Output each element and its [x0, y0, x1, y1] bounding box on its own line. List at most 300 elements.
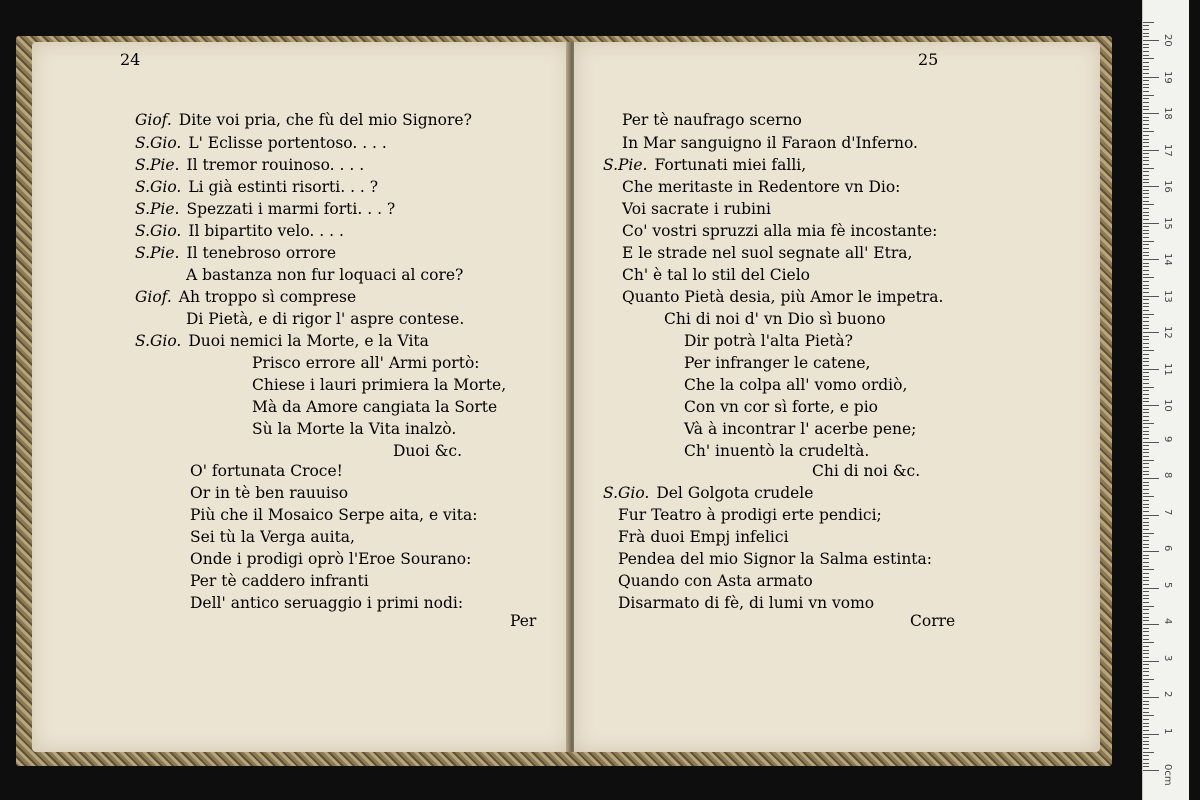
line-text: Li già estinti risorti. . . ?	[188, 178, 379, 196]
ruler-tick	[1143, 412, 1149, 413]
ruler-number: 7	[1162, 508, 1173, 515]
ruler-tick	[1143, 522, 1149, 523]
ruler-tick	[1143, 95, 1154, 96]
ruler-tick	[1143, 671, 1149, 672]
ruler-tick	[1143, 463, 1149, 464]
ruler-tick	[1143, 383, 1149, 384]
line-text: Il bipartito velo. . . .	[188, 222, 344, 240]
ruler-tick	[1143, 376, 1149, 377]
ruler-tick	[1143, 456, 1149, 457]
text-line	[190, 505, 477, 525]
ruler-tick	[1143, 25, 1149, 26]
ruler-tick	[1143, 635, 1149, 636]
ruler-tick	[1143, 215, 1149, 216]
text-line	[622, 243, 912, 263]
text-line	[190, 571, 369, 591]
text-line	[186, 265, 463, 285]
ruler-tick	[1143, 146, 1149, 147]
line-text: Chiese i lauri primiera la Morte,	[252, 376, 507, 394]
ruler-tick	[1143, 160, 1149, 161]
ruler-tick	[1143, 650, 1149, 651]
ruler-tick	[1143, 252, 1149, 253]
ruler-tick	[1143, 704, 1149, 705]
ruler-tick	[1143, 642, 1154, 643]
ruler-tick	[1143, 91, 1149, 92]
text-line	[684, 419, 916, 439]
ruler-tick	[1143, 226, 1149, 227]
text-line	[618, 527, 789, 547]
text-line	[135, 243, 336, 263]
ruler-tick	[1143, 427, 1149, 428]
ruler-tick	[1143, 734, 1159, 735]
text-line	[603, 155, 806, 175]
ruler-tick	[1143, 379, 1149, 380]
text-line	[684, 375, 907, 395]
text-line	[190, 483, 348, 503]
ruler-tick	[1143, 507, 1149, 508]
text-line	[618, 593, 874, 613]
line-text: Per	[510, 612, 537, 630]
line-text: Del Golgota crudele	[656, 484, 814, 502]
speaker-tag: S.Gio.	[135, 178, 182, 196]
line-text: Mà da Amore cangiata la Sorte	[252, 398, 498, 416]
ruler-tick	[1143, 244, 1149, 245]
ruler-tick	[1143, 306, 1149, 307]
ruler-tick	[1143, 398, 1149, 399]
ruler-tick	[1143, 55, 1149, 56]
text-line	[622, 287, 943, 307]
text-line	[135, 287, 356, 307]
ruler-tick	[1143, 40, 1159, 41]
ruler-tick	[1143, 274, 1149, 275]
ruler-tick	[1143, 87, 1149, 88]
ruler-tick	[1143, 442, 1159, 443]
ruler-tick	[1143, 343, 1149, 344]
line-text: Co' vostri spruzzi alla mia fè incostante:	[622, 222, 938, 240]
ruler-tick	[1143, 208, 1149, 209]
ruler-tick	[1143, 113, 1159, 114]
ruler-tick	[1143, 544, 1149, 545]
ruler-tick	[1143, 288, 1149, 289]
ruler-tick	[1143, 120, 1149, 121]
ruler-tick	[1143, 36, 1149, 37]
speaker-tag: S.Pie.	[135, 156, 180, 174]
line-text: Pendea del mio Signor la Salma estinta:	[618, 550, 932, 568]
ruler-tick	[1143, 164, 1149, 165]
ruler-tick	[1143, 230, 1149, 231]
line-text: Voi sacrate i rubini	[622, 200, 771, 218]
ruler-tick	[1143, 204, 1154, 205]
ruler-tick	[1143, 504, 1149, 505]
ruler-tick	[1143, 29, 1149, 30]
ruler-tick	[1143, 511, 1149, 512]
ruler-tick	[1143, 314, 1154, 315]
text-line	[622, 177, 900, 197]
text-line	[190, 593, 463, 613]
line-text: Dite voi pria, che fù del mio Signore?	[178, 111, 472, 129]
ruler-tick	[1143, 299, 1149, 300]
ruler-tick	[1143, 631, 1149, 632]
ruler-number: 3	[1162, 654, 1173, 661]
ruler-number: 19	[1162, 70, 1173, 84]
ruler-number: 13	[1162, 289, 1173, 303]
speaker-tag: Giof.	[135, 288, 172, 306]
ruler-tick	[1143, 22, 1154, 23]
text-line	[622, 221, 937, 241]
ruler-tick	[1143, 281, 1149, 282]
text-line	[393, 441, 462, 461]
text-line	[603, 483, 813, 503]
ruler-tick	[1143, 423, 1154, 424]
ruler-tick	[1143, 233, 1149, 234]
line-text: Prisco errore all' Armi portò:	[252, 354, 480, 372]
line-text: Duoi &c.	[393, 442, 463, 460]
ruler-tick	[1143, 292, 1149, 293]
ruler-tick	[1143, 693, 1149, 694]
ruler-tick	[1143, 321, 1149, 322]
ruler-tick	[1143, 485, 1149, 486]
ruler-number: 4	[1162, 618, 1173, 625]
speaker-tag: S.Gio.	[603, 484, 650, 502]
ruler-tick	[1143, 270, 1149, 271]
ruler-tick	[1143, 171, 1149, 172]
line-text: Di Pietà, e di rigor l' aspre contese.	[186, 310, 465, 328]
ruler-number: 18	[1162, 107, 1173, 120]
ruler-tick	[1143, 296, 1159, 297]
ruler-tick	[1143, 142, 1149, 143]
ruler-tick	[1143, 434, 1149, 435]
line-text: O' fortunata Croce!	[190, 462, 343, 480]
ruler-tick	[1143, 712, 1149, 713]
ruler-tick	[1143, 77, 1159, 78]
ruler-tick	[1143, 354, 1149, 355]
ruler-tick	[1143, 657, 1149, 658]
ruler-tick	[1143, 770, 1159, 771]
ruler-tick	[1143, 547, 1149, 548]
ruler-tick	[1143, 682, 1149, 683]
ruler-tick	[1143, 84, 1149, 85]
line-text: Che la colpa all' vomo ordiò,	[684, 376, 908, 394]
ruler-tick	[1143, 431, 1149, 432]
ruler-tick	[1143, 365, 1149, 366]
ruler-tick	[1143, 701, 1149, 702]
text-line	[684, 353, 870, 373]
text-line	[622, 110, 802, 130]
ruler-tick	[1143, 686, 1149, 687]
ruler-tick	[1143, 467, 1149, 468]
ruler-tick	[1143, 449, 1149, 450]
ruler-number: 0cm	[1162, 764, 1173, 786]
ruler-tick	[1143, 372, 1149, 373]
line-text: Dir potrà l'alta Pietà?	[684, 332, 853, 350]
ruler-tick	[1143, 369, 1159, 370]
ruler-number: 5	[1162, 581, 1173, 588]
line-text: In Mar sanguigno il Faraon d'Inferno.	[622, 134, 918, 152]
text-line	[684, 441, 869, 461]
text-line	[664, 309, 886, 329]
ruler-number: 16	[1162, 180, 1173, 193]
ruler-tick	[1143, 128, 1149, 129]
ruler-number: 10	[1162, 399, 1173, 412]
ruler-number: 9	[1162, 435, 1173, 442]
ruler-tick	[1143, 109, 1149, 110]
text-line	[622, 265, 810, 285]
ruler-tick	[1143, 719, 1149, 720]
line-text: Più che il Mosaico Serpe aita, e vita:	[190, 506, 478, 524]
ruler-tick	[1143, 347, 1149, 348]
ruler-tick	[1143, 102, 1149, 103]
ruler-tick	[1143, 131, 1154, 132]
ruler-tick	[1143, 445, 1149, 446]
ruler-tick	[1143, 500, 1149, 501]
ruler-tick	[1143, 51, 1149, 52]
line-text: Ch' è tal lo stil del Cielo	[622, 266, 810, 284]
ruler-tick	[1143, 117, 1149, 118]
line-text: E le strade nel suol segnate all' Etra,	[622, 244, 913, 262]
ruler-tick	[1143, 690, 1149, 691]
ruler-tick	[1143, 536, 1149, 537]
ruler-tick	[1143, 478, 1159, 479]
text-line	[684, 331, 853, 351]
ruler-tick	[1143, 285, 1149, 286]
ruler-tick	[1143, 80, 1149, 81]
ruler-tick	[1143, 266, 1149, 267]
ruler-number: 15	[1162, 216, 1173, 230]
text-line	[252, 353, 480, 373]
ruler-tick	[1143, 617, 1149, 618]
ruler-tick	[1143, 489, 1149, 490]
ruler-tick	[1143, 471, 1149, 472]
ruler-tick	[1143, 328, 1149, 329]
line-text: Ah troppo sì comprese	[178, 288, 357, 306]
ruler-tick	[1143, 525, 1149, 526]
ruler-tick	[1143, 73, 1149, 74]
ruler-tick	[1143, 744, 1149, 745]
ruler-tick	[1143, 496, 1154, 497]
ruler-tick	[1143, 135, 1149, 136]
ruler-tick	[1143, 766, 1149, 767]
ruler-tick	[1143, 310, 1149, 311]
ruler-tick	[1143, 675, 1149, 676]
measuring-ruler	[1142, 0, 1189, 800]
ruler-tick	[1143, 438, 1149, 439]
ruler-tick	[1143, 409, 1149, 410]
line-text: Sei tù la Verga auita,	[190, 528, 355, 546]
ruler-tick	[1143, 358, 1149, 359]
ruler-tick	[1143, 653, 1149, 654]
text-line	[252, 419, 456, 439]
line-text: Che meritaste in Redentore vn Dio:	[622, 178, 901, 196]
ruler-tick	[1143, 452, 1149, 453]
ruler-number: 20	[1162, 34, 1173, 47]
ruler-tick	[1143, 179, 1149, 180]
ruler-tick	[1143, 723, 1149, 724]
speaker-tag: Giof.	[135, 111, 172, 129]
line-text: Fortunati miei falli,	[654, 156, 807, 174]
text-line	[510, 611, 536, 631]
ruler-tick	[1143, 591, 1149, 592]
ruler-tick	[1143, 401, 1149, 402]
text-line	[190, 461, 343, 481]
ruler-tick	[1143, 139, 1149, 140]
line-text: Quando con Asta armato	[618, 572, 813, 590]
ruler-tick	[1143, 588, 1159, 589]
ruler-tick	[1143, 241, 1154, 242]
text-line	[622, 133, 918, 153]
line-text: L' Eclisse portentoso. . . .	[188, 134, 387, 152]
ruler-tick	[1143, 175, 1149, 176]
ruler-tick	[1143, 339, 1149, 340]
ruler-tick	[1143, 157, 1149, 158]
ruler-tick	[1143, 193, 1149, 194]
text-line	[812, 461, 920, 481]
ruler-tick	[1143, 755, 1149, 756]
ruler-tick	[1143, 201, 1149, 202]
ruler-tick	[1143, 277, 1154, 278]
line-text: Disarmato di fè, di lumi vn vomo	[618, 594, 875, 612]
text-line	[190, 527, 355, 547]
line-text: Quanto Pietà desia, più Amor le impetra.	[622, 288, 944, 306]
ruler-tick	[1143, 609, 1149, 610]
ruler-tick	[1143, 573, 1149, 574]
text-line	[618, 505, 882, 525]
ruler-tick	[1143, 248, 1149, 249]
line-text: Il tenebroso orrore	[186, 244, 336, 262]
speaker-tag: S.Gio.	[135, 332, 182, 350]
ruler-tick	[1143, 153, 1149, 154]
ruler-tick	[1143, 661, 1159, 662]
line-text: Spezzati i marmi forti. . . ?	[186, 200, 396, 218]
ruler-tick	[1143, 569, 1154, 570]
ruler-tick	[1143, 664, 1149, 665]
speaker-tag: S.Gio.	[135, 134, 182, 152]
text-line	[252, 375, 506, 395]
ruler-tick	[1143, 493, 1149, 494]
ruler-tick	[1143, 584, 1149, 585]
line-text: Chi di noi &c.	[812, 462, 921, 480]
ruler-number: 11	[1162, 362, 1173, 376]
ruler-tick	[1143, 416, 1149, 417]
ruler-tick	[1143, 190, 1149, 191]
ruler-tick	[1143, 646, 1149, 647]
ruler-tick	[1143, 255, 1149, 256]
ruler-tick	[1143, 730, 1149, 731]
line-text: Il tremor rouinoso. . . .	[186, 156, 365, 174]
ruler-tick	[1143, 533, 1154, 534]
line-text: Sù la Morte la Vita inalzò.	[252, 420, 457, 438]
text-line	[252, 397, 497, 417]
ruler-tick	[1143, 332, 1159, 333]
ruler-tick	[1143, 763, 1149, 764]
ruler-tick	[1143, 33, 1149, 34]
ruler-tick	[1143, 303, 1149, 304]
line-text: Frà duoi Empj infelici	[618, 528, 789, 546]
text-line	[910, 611, 955, 631]
ruler-tick	[1143, 482, 1149, 483]
text-line	[135, 221, 344, 241]
text-line	[135, 155, 364, 175]
ruler-tick	[1143, 551, 1159, 552]
line-text: Per infranger le catene,	[684, 354, 871, 372]
ruler-tick	[1143, 562, 1149, 563]
ruler-tick	[1143, 697, 1159, 698]
ruler-tick	[1143, 124, 1149, 125]
ruler-tick	[1143, 715, 1154, 716]
ruler-number: 8	[1162, 472, 1173, 479]
right-page-number: 25	[918, 50, 939, 69]
text-line	[190, 549, 471, 569]
ruler-tick	[1143, 66, 1149, 67]
ruler-tick	[1143, 726, 1149, 727]
ruler-tick	[1143, 518, 1149, 519]
ruler-tick	[1143, 759, 1149, 760]
ruler-tick	[1143, 219, 1149, 220]
ruler-tick	[1143, 150, 1159, 151]
ruler-tick	[1143, 405, 1159, 406]
ruler-tick	[1143, 212, 1149, 213]
ruler-tick	[1143, 598, 1149, 599]
ruler-tick	[1143, 223, 1159, 224]
ruler-tick	[1143, 263, 1149, 264]
line-text: Và à incontrar l' acerbe pene;	[684, 420, 917, 438]
line-text: Corre	[910, 612, 956, 630]
ruler-tick	[1143, 168, 1154, 169]
ruler-tick	[1143, 708, 1149, 709]
ruler-number: 14	[1162, 253, 1173, 266]
ruler-tick	[1143, 420, 1149, 421]
ruler-tick	[1143, 555, 1149, 556]
ruler-tick	[1143, 106, 1149, 107]
ruler-tick	[1143, 394, 1149, 395]
ruler-tick	[1143, 566, 1149, 567]
ruler-tick	[1143, 460, 1154, 461]
ruler-tick	[1143, 624, 1159, 625]
ruler-tick	[1143, 741, 1149, 742]
text-line	[135, 133, 387, 153]
ruler-tick	[1143, 336, 1149, 337]
text-line	[135, 199, 395, 219]
ruler-tick	[1143, 558, 1149, 559]
ruler-number: 2	[1162, 691, 1173, 698]
line-text: Ch' inuentò la crudeltà.	[684, 442, 870, 460]
line-text: Per tè caddero infranti	[190, 572, 369, 590]
line-text: Duoi nemici la Morte, e la Vita	[188, 332, 429, 350]
ruler-number: 6	[1162, 545, 1173, 552]
line-text: Dell' antico seruaggio i primi nodi:	[190, 594, 464, 612]
ruler-tick	[1143, 317, 1149, 318]
speaker-tag: S.Gio.	[135, 222, 182, 240]
ruler-tick	[1143, 58, 1154, 59]
ruler-tick	[1143, 620, 1149, 621]
text-line	[684, 397, 878, 417]
ruler-number: 17	[1162, 143, 1173, 157]
ruler-tick	[1143, 98, 1149, 99]
ruler-tick	[1143, 186, 1159, 187]
ruler-tick	[1143, 540, 1149, 541]
ruler-tick	[1143, 602, 1149, 603]
ruler-tick	[1143, 237, 1149, 238]
text-line	[135, 177, 378, 197]
text-line	[618, 571, 813, 591]
text-line	[618, 549, 932, 569]
ruler-tick	[1143, 259, 1159, 260]
ruler-tick	[1143, 325, 1149, 326]
ruler-tick	[1143, 515, 1159, 516]
line-text: Con vn cor sì forte, e pio	[684, 398, 878, 416]
ruler-tick	[1143, 748, 1149, 749]
ruler-tick	[1143, 47, 1149, 48]
ruler-tick	[1143, 361, 1149, 362]
